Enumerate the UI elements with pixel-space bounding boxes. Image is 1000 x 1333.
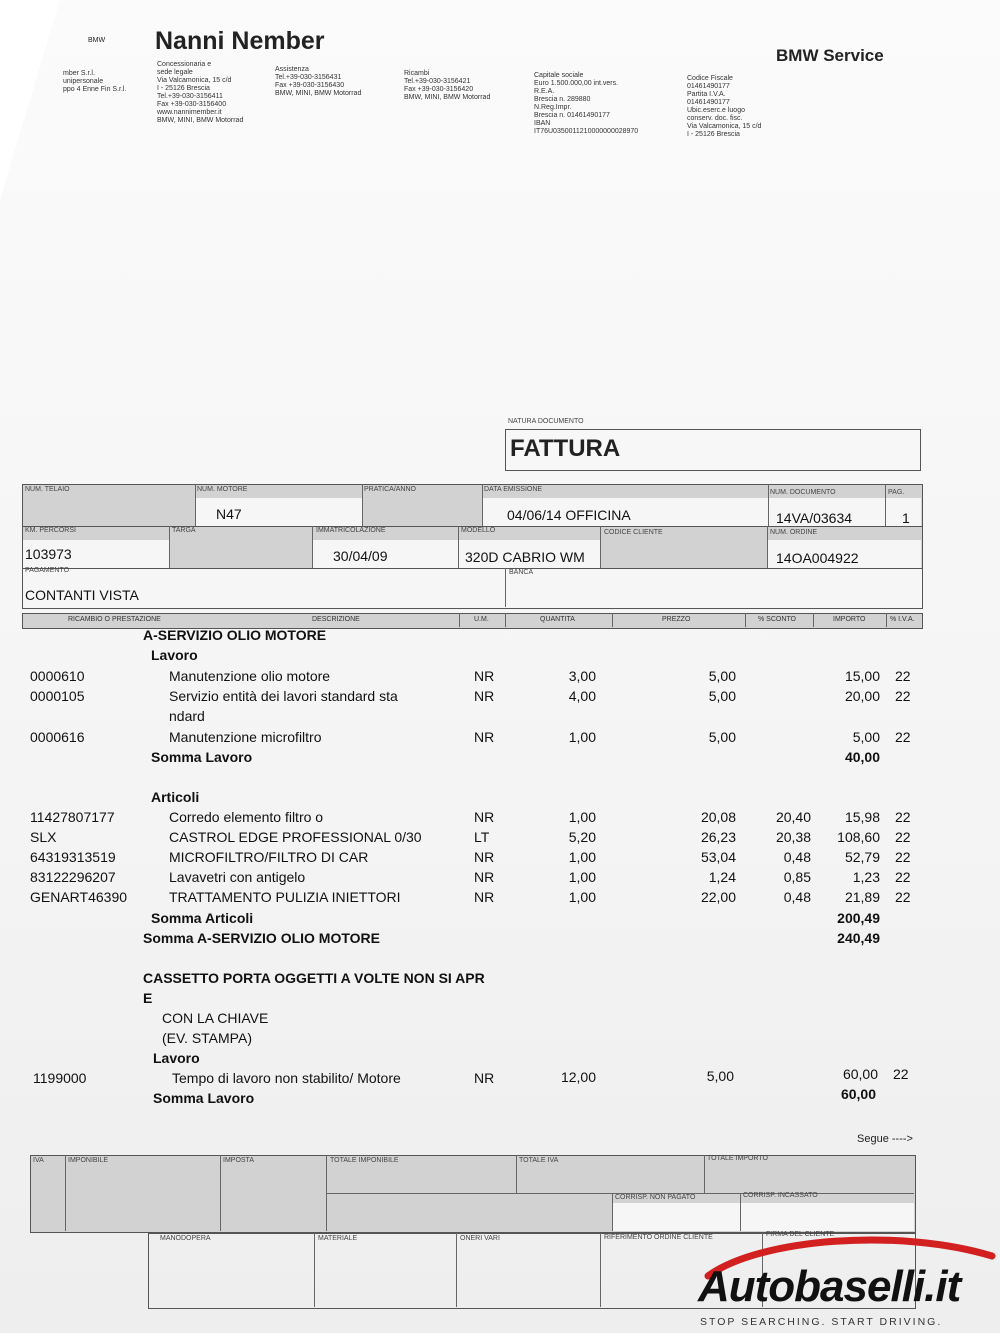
row-price: 5,00 <box>706 1068 734 1084</box>
row-qty: 5,20 <box>568 829 596 845</box>
divider <box>612 613 613 627</box>
row-code: 64319313519 <box>30 849 116 865</box>
row-code: 1199000 <box>33 1070 87 1086</box>
row-code: 0000616 <box>30 729 85 745</box>
row-price: 1,24 <box>708 869 736 885</box>
row-um: NR <box>474 869 495 885</box>
row-iva: 22 <box>895 829 911 845</box>
row-qty: 4,00 <box>568 688 596 704</box>
label-imponibile: IMPONIBILE <box>68 1157 109 1164</box>
row-desc: Servizio entità dei lavori standard sta <box>169 688 398 704</box>
row-code: 0000105 <box>30 688 85 704</box>
section1-title: A-SERVIZIO OLIO MOTORE <box>143 627 327 643</box>
row-qty: 3,00 <box>568 668 596 684</box>
row-iva: 22 <box>895 668 911 684</box>
col-descrizione: DESCRIZIONE <box>312 616 360 623</box>
label-pratica: PRATICA/ANNO <box>364 486 416 493</box>
col-sconto: % SCONTO <box>758 616 796 623</box>
row-um: NR <box>474 688 495 704</box>
num-documento: 14VA/03634 <box>776 510 853 526</box>
num-motore: N47 <box>216 506 242 522</box>
somma-lavoro-label: Somma Lavoro <box>151 749 253 765</box>
letterhead-assistenza: Assistenza Tel.+39-030-3156431 Fax +39-030-3156430 BMW, MINI, BMW Motorrad <box>275 66 362 97</box>
divider <box>704 1155 705 1193</box>
payment-row <box>22 568 923 609</box>
row-um: NR <box>474 849 495 865</box>
row-amount: 108,60 <box>837 829 880 845</box>
row-disc: 20,40 <box>775 809 811 825</box>
label-pagamento: PAGAMENTO <box>25 567 70 574</box>
row-code: 0000610 <box>30 668 85 684</box>
divider <box>220 1155 221 1231</box>
row-disc: 0,85 <box>783 869 811 885</box>
row-desc: Tempo di lavoro non stabilito/ Motore <box>172 1070 401 1086</box>
row-qty: 1,00 <box>568 869 596 885</box>
label-immatricolazione: IMMATRICOLAZIONE <box>316 527 386 534</box>
label-manodopera: MANODOPERA <box>160 1235 211 1242</box>
label-km: KM. PERCORSI <box>25 527 76 534</box>
section2-line2: (EV. STAMPA) <box>162 1030 252 1046</box>
col-importo: IMPORTO <box>833 616 866 623</box>
row-price: 5,00 <box>708 668 736 684</box>
row-um: NR <box>474 809 495 825</box>
num-ordine: 14OA004922 <box>776 550 859 566</box>
row-desc: TRATTAMENTO PULIZIA INIETTORI <box>169 889 401 905</box>
row-iva: 22 <box>895 889 911 905</box>
paper-fold <box>0 0 60 200</box>
natura-label: NATURA DOCUMENTO <box>508 418 584 425</box>
row-um: NR <box>474 889 495 905</box>
row-iva: 22 <box>895 849 911 865</box>
segue-label: Segue ----> <box>857 1133 913 1145</box>
modello: 320D CABRIO WM <box>465 549 585 565</box>
brand-corner: BMW <box>88 37 106 44</box>
row-price: 22,00 <box>700 889 736 905</box>
row-price: 26,23 <box>700 829 736 845</box>
label-banca: BANCA <box>509 569 534 576</box>
label-motore: NUM. MOTORE <box>197 486 248 493</box>
row-amount: 20,00 <box>844 688 880 704</box>
row-disc: 0,48 <box>783 889 811 905</box>
row-desc: MICROFILTRO/FILTRO DI CAR <box>169 849 369 865</box>
page-number: 1 <box>902 510 910 526</box>
divider <box>516 1155 517 1193</box>
company-name: Nanni Nember <box>155 27 325 55</box>
somma-section1-label: Somma A-SERVIZIO OLIO MOTORE <box>143 930 380 946</box>
km-percorsi: 103973 <box>25 546 72 562</box>
row-qty: 1,00 <box>568 889 596 905</box>
divider <box>886 613 887 627</box>
label-modello: MODELLO <box>461 527 496 534</box>
row-um: NR <box>474 729 495 745</box>
divider <box>745 613 746 627</box>
divider <box>169 526 170 568</box>
row-um: LT <box>474 829 490 845</box>
label-oneri-vari: ONERI VARI <box>460 1235 500 1242</box>
row-price: 20,08 <box>700 809 736 825</box>
label-targa: TARGA <box>172 527 196 534</box>
letterhead-fiscale: Codice Fiscale 01461490177 Partita I.V.A. 01461490177 Ubic.eserc.e luogo conserv. doc. fisc. Via Valcamonica, 15 c/d I - 25126 Brescia <box>687 75 762 138</box>
label-materiale: MATERIALE <box>318 1235 358 1242</box>
letterhead-left-fragment: mber S.r.l. unipersonale ppo 4 Enne Fin S.r.l. <box>63 70 127 93</box>
row-qty: 1,00 <box>568 809 596 825</box>
divider <box>362 484 363 526</box>
row-desc-cont: ndard <box>169 708 205 724</box>
label-totale-iva: TOTALE IVA <box>519 1157 559 1164</box>
row-amount: 21,89 <box>844 889 880 905</box>
label-telaio: NUM. TELAIO <box>25 486 70 493</box>
label-riferimento: RIFERIMENTO ORDINE CLIENTE <box>604 1234 713 1241</box>
somma-articoli: 200,49 <box>837 910 880 926</box>
row-amount: 52,79 <box>844 849 880 865</box>
row-disc: 20,38 <box>775 829 811 845</box>
row-desc: Corredo elemento filtro o <box>169 809 324 825</box>
divider <box>505 613 506 627</box>
articoli-heading: Articoli <box>151 789 200 805</box>
row-code: 11427807177 <box>30 809 115 825</box>
row-amount: 15,98 <box>844 809 880 825</box>
row-code: 83122296207 <box>30 869 116 885</box>
row-qty: 12,00 <box>560 1069 596 1085</box>
row-desc: Manutenzione microfiltro <box>169 729 322 745</box>
divider <box>65 1155 66 1231</box>
somma-articoli-label: Somma Articoli <box>151 910 254 926</box>
lavoro2-heading: Lavoro <box>153 1050 200 1066</box>
divider <box>456 1233 457 1307</box>
row-iva: 22 <box>895 869 911 885</box>
label-num-ordine: NUM. ORDINE <box>770 529 818 536</box>
pagamento: CONTANTI VISTA <box>25 587 139 603</box>
label-corrisp-incassato: CORRISP. INCASSATO <box>743 1192 818 1199</box>
row-desc: Lavavetri con antigelo <box>169 869 306 885</box>
somma-lavoro2-label: Somma Lavoro <box>153 1090 255 1106</box>
row-qty: 1,00 <box>568 729 596 745</box>
row-price: 53,04 <box>700 849 736 865</box>
data-emissione: 04/06/14 OFFICINA <box>507 507 631 523</box>
row-amount: 1,23 <box>852 869 880 885</box>
row-iva: 22 <box>895 688 911 704</box>
incassato-cell <box>741 1203 914 1231</box>
letterhead-ricambi: Ricambi Tel.+39-030-3156421 Fax +39-030-3156420 BMW, MINI, BMW Motorrad <box>404 70 491 101</box>
row-code: GENART46390 <box>30 889 128 905</box>
label-totale-imponibile: TOTALE IMPONIBILE <box>330 1157 399 1164</box>
row-amount: 60,00 <box>842 1066 878 1082</box>
row-price: 5,00 <box>708 688 736 704</box>
somma-section1: 240,49 <box>837 930 880 946</box>
col-prezzo: PREZZO <box>662 616 691 623</box>
label-pag: PAG. <box>888 489 905 496</box>
row-um: NR <box>474 1070 495 1086</box>
divider <box>314 1233 315 1307</box>
row-amount: 5,00 <box>852 729 880 745</box>
row-code: SLX <box>30 829 57 845</box>
row-desc: Manutenzione olio motore <box>169 668 331 684</box>
watermark-logo: Autobaselli.it <box>698 1262 961 1311</box>
divider <box>600 1233 601 1307</box>
row-um: NR <box>474 668 495 684</box>
label-corrisp-non-pagato: CORRISP. NON PAGATO <box>615 1194 696 1201</box>
label-iva: IVA <box>33 1157 44 1164</box>
section2-line1: CON LA CHIAVE <box>162 1010 269 1026</box>
row-iva: 22 <box>895 809 911 825</box>
divider <box>813 613 814 627</box>
row-amount: 15,00 <box>844 668 880 684</box>
section2-title: CASSETTO PORTA OGGETTI A VOLTE NON SI APR <box>143 970 485 986</box>
row-disc: 0,48 <box>783 849 811 865</box>
lavoro-heading: Lavoro <box>151 647 198 663</box>
section2-title-cont: E <box>143 990 153 1006</box>
col-ricambio: RICAMBIO O PRESTAZIONE <box>68 616 161 623</box>
row-desc: CASTROL EDGE PROFESSIONAL 0/30 <box>169 829 422 845</box>
somma-lavoro: 40,00 <box>844 749 880 765</box>
col-iva: % I.V.A. <box>890 616 915 623</box>
immatricolazione: 30/04/09 <box>333 548 388 564</box>
label-num-documento: NUM. DOCUMENTO <box>770 489 836 496</box>
label-codice-cliente: CODICE CLIENTE <box>604 529 663 536</box>
divider <box>459 613 460 627</box>
bmw-service-title: BMW Service <box>776 46 884 65</box>
col-um: U.M. <box>474 616 489 623</box>
watermark-tagline: STOP SEARCHING. START DRIVING. <box>700 1316 943 1328</box>
label-firma: FIRMA DEL CLIENTE <box>766 1231 835 1238</box>
non-pagato-cell <box>613 1203 740 1231</box>
divider <box>600 526 601 568</box>
col-quantita: QUANTITA <box>540 616 575 623</box>
letterhead-sede: Concessionaria e sede legale Via Valcamonica, 15 c/d I - 25126 Brescia Tel.+39-030-3156411 Fax +39-030-3156400 www.nannimember.it BMW, MINI, BMW Motorrad <box>157 61 244 124</box>
row-iva: 22 <box>895 729 911 745</box>
label-totale-importo: TOTALE IMPORTO <box>707 1155 768 1162</box>
row-price: 5,00 <box>708 729 736 745</box>
somma-lavoro2: 60,00 <box>840 1086 876 1102</box>
label-data-emissione: DATA EMISSIONE <box>484 486 543 493</box>
document-type: FATTURA <box>510 435 621 462</box>
divider <box>505 568 506 607</box>
label-imposta: IMPOSTA <box>223 1157 254 1164</box>
row-iva: 22 <box>893 1066 909 1082</box>
row-qty: 1,00 <box>568 849 596 865</box>
letterhead-capitale: Capitale sociale Euro 1.500.000,00 int.vers. R.E.A. Brescia n. 289880 N.Reg.Impr. Brescia n. 01461490177 IBAN IT76U0350011210000000028970 <box>534 72 639 135</box>
